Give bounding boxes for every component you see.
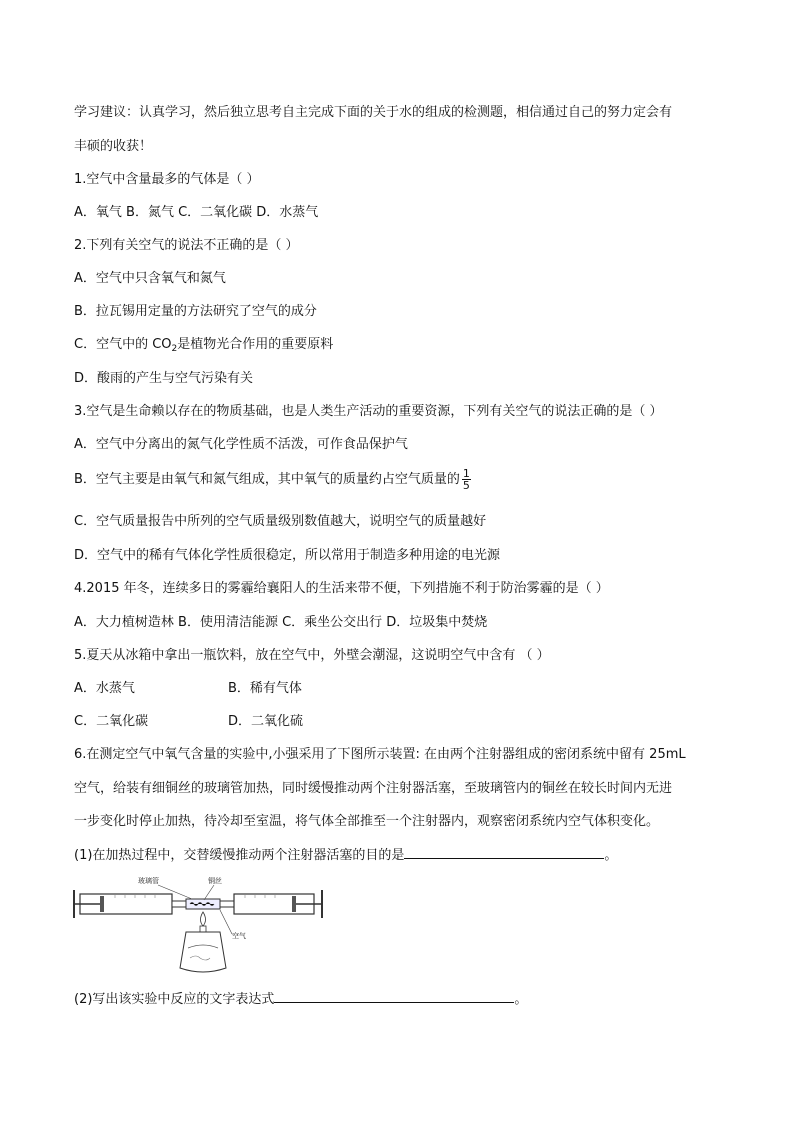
intro-line-2: 丰硕的收获！ [74, 139, 153, 154]
q6-line-3: 一步变化时停止加热，待冷却至室温，将气体全部推至一个注射器内，观察密闭系统内空气体积变化。 [74, 814, 660, 829]
q1-options: A．氧气 B．氮气 C．二氧化碳 D．水蒸气 [74, 205, 319, 220]
q5-options-row-2 [74, 713, 303, 731]
q5-option-d: D．二氧化硫 [228, 714, 304, 729]
q5-option-c: C．二氧化碳 [74, 714, 149, 729]
q1-stem: 1.空气中含量最多的气体是（ ） [74, 172, 260, 187]
q6-sub-2 [74, 990, 527, 1009]
label-glass-tube: 玻璃管 [138, 877, 159, 885]
q5-options-row-1 [74, 680, 302, 698]
q2-stem: 2.下列有关空气的说法不正确的是（ ） [74, 238, 299, 253]
q3-fraction-numerator: 1 [462, 467, 470, 480]
q3-fraction [462, 468, 471, 491]
label-copper-wire: 铜丝 [208, 877, 222, 885]
q5-option-b: B．稀有气体 [228, 681, 302, 696]
q2-option-c-post: 是植物光合作用的重要原料 [177, 337, 334, 352]
q6-sub-1-end: 。 [604, 848, 618, 863]
q3-option-c: C．空气质量报告中所列的空气质量级别数值越大，说明空气的质量越好 [74, 514, 487, 529]
label-air: 空气 [232, 932, 246, 940]
q4-options: A．大力植树造林 B．使用清洁能源 C．乘坐公交出行 D．垃圾集中焚烧 [74, 615, 488, 630]
q6-sub-2-end: 。 [514, 992, 528, 1007]
q3-stem: 3.空气是生命赖以存在的物质基础，也是人类生产活动的重要资源，下列有关空气的说法正确的是（ ） [74, 404, 663, 419]
q2-option-a: A．空气中只含氧气和氮气 [74, 271, 226, 286]
q6-sub-1 [74, 846, 617, 865]
q6-line-1: 6.在测定空气中氧气含量的实验中,小强采用了下图所示装置: 在由两个注射器组成的密闭系统中留有 25mL [74, 747, 686, 762]
q2-option-c [74, 336, 333, 358]
q6-sub-1-text: (1)在加热过程中，交替缓慢推动两个注射器活塞的目的是 [74, 848, 405, 863]
apparatus-figure [70, 868, 330, 980]
q5-option-a: A．水蒸气 [74, 681, 135, 696]
q3-fraction-denominator: 5 [462, 479, 470, 492]
q6-line-2: 空气，给装有细铜丝的玻璃管加热，同时缓慢推动两个注射器活塞，至玻璃管内的铜丝在较长时间内无进 [74, 781, 673, 796]
q2-option-d: D．酸雨的产生与空气污染有关 [74, 371, 254, 386]
intro-line-1: 学习建议：认真学习，然后独立思考自主完成下面的关于水的组成的检测题，相信通过自己的努力定会有 [74, 105, 673, 120]
q3-option-b [74, 468, 471, 491]
q2-option-c-sub: 2 [171, 344, 178, 354]
q6-sub-2-text: (2)写出该实验中反应的文字表达式 [74, 992, 275, 1007]
q2-option-c-pre: C．空气中的 CO [74, 337, 172, 352]
q3-option-b-text: B．空气主要是由氧气和氮气组成，其中氧气的质量约占空气质量的 [74, 472, 460, 487]
q3-option-a: A．空气中分离出的氮气化学性质不活泼，可作食品保护气 [74, 437, 408, 452]
q6-sub-2-blank[interactable] [274, 990, 514, 1003]
q4-stem: 4.2015 年冬，连续多日的雾霾给襄阳人的生活来带不便，下列措施不利于防治雾霾的是（ ） [74, 581, 609, 596]
q2-option-b: B．拉瓦锡用定量的方法研究了空气的成分 [74, 304, 317, 319]
q3-option-d: D．空气中的稀有气体化学性质很稳定，所以常用于制造多种用途的电光源 [74, 548, 501, 563]
q6-sub-1-blank[interactable] [404, 846, 604, 859]
q5-stem: 5.夏天从冰箱中拿出一瓶饮料，放在空气中，外壁会潮湿，这说明空气中含有 （ ） [74, 648, 550, 663]
